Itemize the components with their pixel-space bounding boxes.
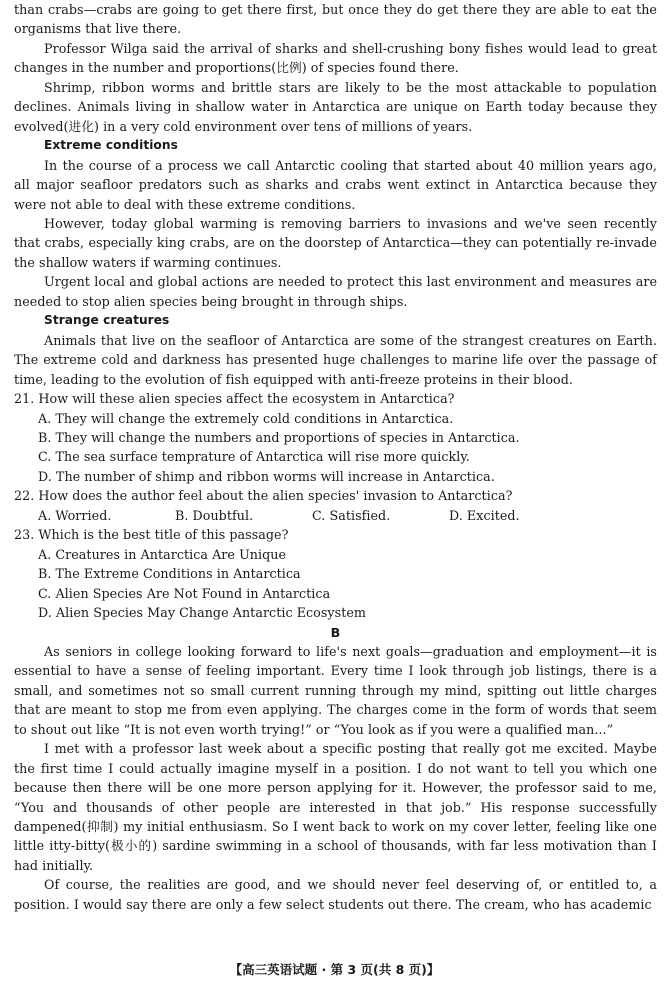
option-c: C. The sea surface temprature of Antarctica will rise more quickly. — [38, 449, 471, 465]
option-a: A. Worried. — [38, 507, 112, 523]
question-stem: 22. How does the author feel about the alien species' invasion to Antarctica? — [14, 488, 513, 504]
option-c: C. Satisfied. — [312, 507, 391, 523]
page-content — [14, 0, 657, 914]
option-d: D. Alien Species May Change Antarctic Ecosystem — [38, 605, 366, 621]
passage-a-paragraph-3: Shrimp, ribbon worms and brittle stars are likely to be the most attackable to population declines. Animals living in shallow water in Antarctica are unique on Earth today because they evolved(进化) in a very cold environment over tens of millions of years. — [14, 79, 657, 134]
options-row — [14, 506, 657, 525]
option-b: B. They will change the numbers and proportions of species in Antarctica. — [38, 429, 520, 445]
passage-a-paragraph-2: Professor Wilga said the arrival of sharks and shell-crushing bony fishes would lead to great changes in the number and proportions(比例) of species found there. — [14, 40, 657, 76]
passage-a-paragraph-7: Animals that live on the seafloor of Antarctica are some of the strangest creatures on Earth. The extreme cold and darkness has presented huge challenges to marine life over the passage of time, leading to the evolution of fish equipped with anti-freeze proteins in their blood. — [14, 332, 657, 387]
option-d: D. Excited. — [449, 507, 520, 523]
option-c: C. Alien Species Are Not Found in Antarctica — [38, 585, 331, 601]
question-22 — [14, 486, 657, 525]
question-stem: 21. How will these alien species affect the ecosystem in Antarctica? — [14, 391, 455, 407]
passage-a-paragraph-6: Urgent local and global actions are needed to protect this last environment and measures are needed to stop alien species being brought in through ships. — [14, 274, 657, 309]
option-b: B. The Extreme Conditions in Antarctica — [38, 566, 301, 582]
passage-b-label: B — [330, 624, 341, 640]
question-23 — [14, 525, 657, 622]
option-d: D. The number of shimp and ribbon worms will increase in Antarctica. — [38, 468, 495, 484]
question-stem: 23. Which is the best title of this passage? — [14, 527, 289, 543]
option-b: B. Doubtful. — [175, 507, 254, 523]
passage-a-paragraph-1: than crabs—crabs are going to get there first, but once they do get there they are able to eat the organisms that live there. — [14, 2, 657, 37]
passage-a-paragraph-4: In the course of a process we call Antarctic cooling that started about 40 million years ago, all major seafloor predators such as sharks and crabs went extinct in Antarctica because they were not able to deal with these extreme conditions. — [14, 157, 657, 212]
option-a: A. They will change the extremely cold conditions in Antarctica. — [38, 410, 454, 426]
passage-b-paragraph-3: Of course, the realities are good, and we should never feel deserving of, or entitled to, a position. I would say there are only a few select students out there. The cream, who has academic — [14, 877, 657, 912]
section-heading-extreme-conditions: Extreme conditions — [44, 138, 178, 153]
option-a: A. Creatures in Antarctica Are Unique — [38, 546, 287, 562]
question-21 — [14, 389, 657, 486]
passage-a-paragraph-5: However, today global warming is removing barriers to invasions and we've seen recently that crabs, especially king crabs, are on the doorstep of Antarctica—they can potentially re-invade the shallow waters if warming continues. — [14, 215, 657, 270]
page-footer: 【高三英语试题 · 第 3 页(共 8 页)】 — [229, 962, 440, 977]
passage-b-paragraph-2: I met with a professor last week about a specific posting that really got me excited. Maybe the first time I could actually imagine myself in a position. I do not want to tell you which one because then there will be one more person applying for it. However, the professor said to me, “You and thousands of other people are interested in that job.” His response successfully dampened(抑制) my initial enthusiasm. So I went back to work on my cover letter, feeling like one little itty-bitty(极小的) sardine swimming in a school of thousands, with far less motivation than I had initially. — [14, 741, 657, 873]
passage-b-paragraph-1: As seniors in college looking forward to life's next goals—graduation and employment—it is essential to have a sense of feeling important. Every time I look through job listings, there is a small, and sometimes not so small current running through my mind, spitting out little charges that are meant to stop me from even applying. The charges come in the form of words that seem to shout out like “It is not even worth trying!” or “You look as if you were a qualified man...” — [14, 643, 657, 737]
section-heading-strange-creatures: Strange creatures — [44, 313, 170, 328]
